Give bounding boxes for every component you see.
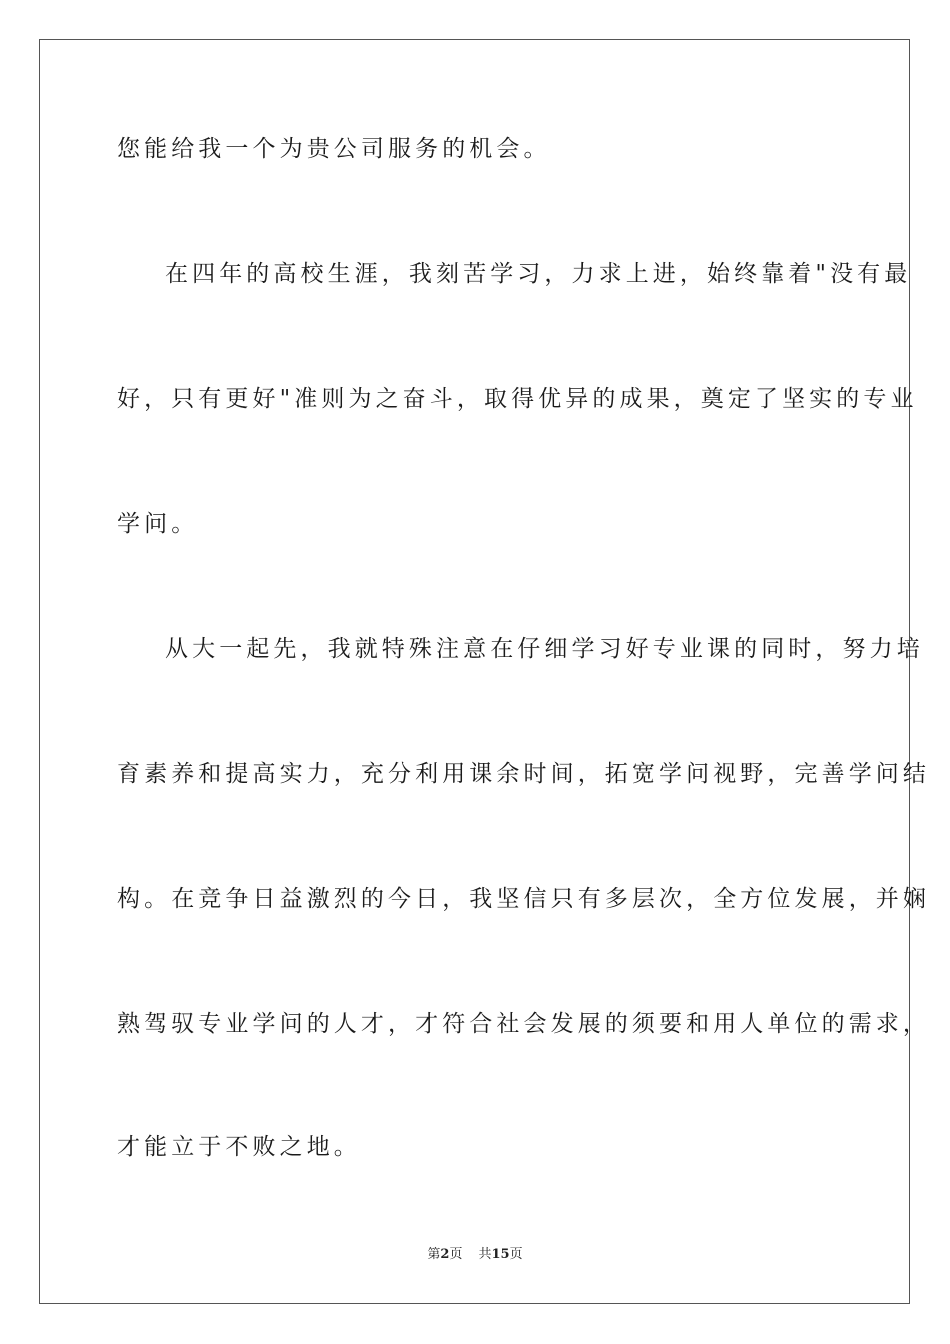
text-line-7: 构。在竞争日益激烈的今日，我坚信只有多层次，全方位发展，并娴 <box>117 886 930 912</box>
footer-page-suffix: 页 <box>449 1247 463 1262</box>
footer-total-pages: 15 <box>491 1247 510 1262</box>
footer-page-number: 2 <box>440 1247 450 1262</box>
text-line-5: 从大一起先，我就特殊注意在仔细学习好专业课的同时，努力培 <box>165 636 924 662</box>
text-line-9: 才能立于不败之地。 <box>117 1134 361 1160</box>
text-line-3: 好，只有更好"准则为之奋斗，取得优异的成果，奠定了坚实的专业 <box>117 386 918 412</box>
page-border <box>39 39 930 1304</box>
text-line-4: 学问。 <box>117 511 199 537</box>
footer-page-prefix: 第 <box>427 1247 441 1262</box>
text-line-6: 育素养和提高实力，充分利用课余时间，拓宽学问视野，完善学问结 <box>117 761 930 787</box>
footer-total-prefix: 共 <box>478 1247 492 1262</box>
text-line-8: 熟驾驭专业学问的人才，才符合社会发展的须要和用人单位的需求， <box>117 1011 930 1037</box>
text-line-1: 您能给我一个为贵公司服务的机会。 <box>117 136 551 162</box>
text-line-2: 在四年的高校生涯，我刻苦学习，力求上进，始终靠着"没有最 <box>165 261 912 287</box>
page-footer <box>0 1246 950 1264</box>
footer-total-suffix: 页 <box>509 1247 523 1262</box>
